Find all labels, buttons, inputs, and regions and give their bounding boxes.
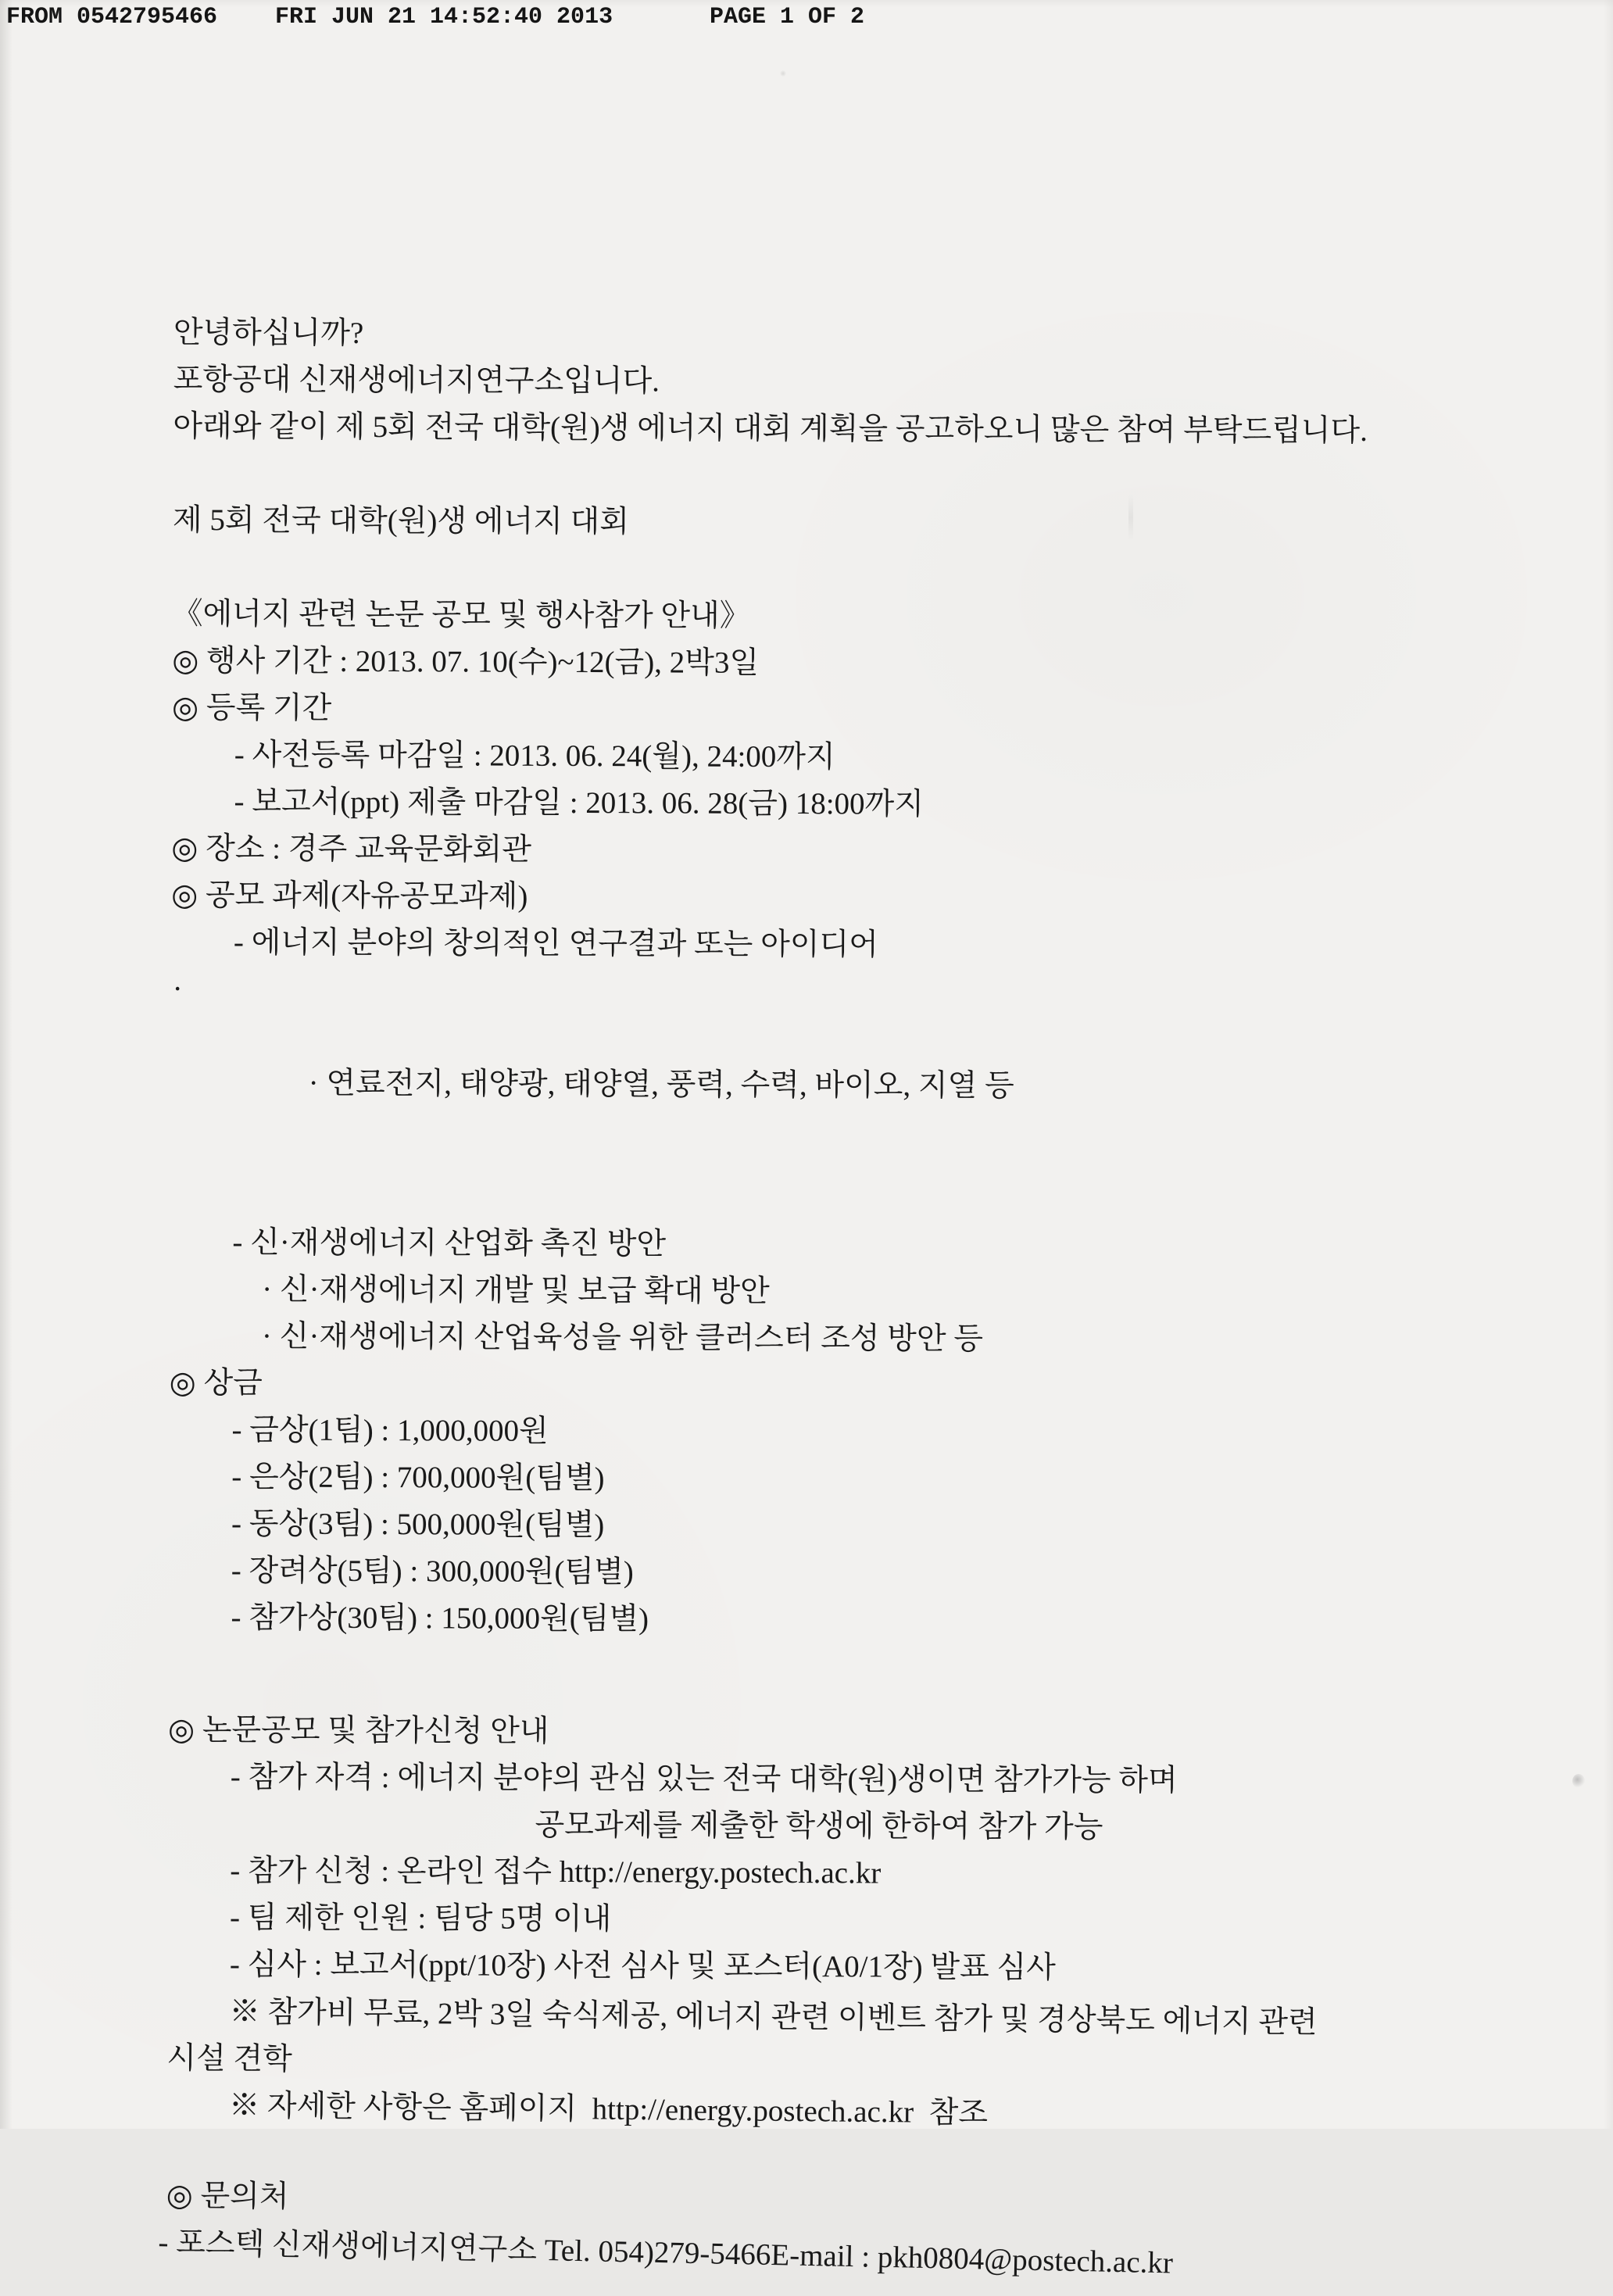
spacer [173,544,1611,596]
cluster-plan-line: · 신·재생에너지 산업육성을 위한 클러스터 조성 방안 등 [261,1319,984,1356]
contact-heading-line: ◎ 문의처 [166,2178,289,2214]
fax-page-count: PAGE 1 OF 2 [710,4,865,30]
contact-info-line: - 포스텍 신재생에너지연구소 Tel. 054)279-5466E-mail : pkh0804@postech.ac.kr [158,2225,1174,2280]
fax-header [0,4,1613,38]
scan-speck [1572,1774,1585,1788]
event-period-line: ◎ 행사 기간 : 2013. 07. 10(수)~12(금), 2박3일 [172,643,760,680]
registration-period-heading-line: ◎ 등록 기간 [171,690,332,725]
venue-line: ◎ 장소 : 경주 교육문화회관 [171,831,532,867]
eligibility-continued-line: 공모과제를 제출한 학생에 한하여 참가 가능 [535,1808,1103,1844]
notice-heading-line: 《에너지 관련 논문 공모 및 행사참가 안내》 [172,596,750,633]
spacer [168,1641,1606,1712]
participation-prize-line: - 참가상(30팀) : 150,000원(팀별) [231,1600,649,1636]
sender-line: 포항공대 신재생에너지연구소입니다. [173,362,660,399]
silver-prize-line: - 은상(2팀) : 700,000원(팀별) [231,1460,605,1496]
development-plan-line: · 신·재생에너지 개발 및 보급 확대 방안 [262,1272,770,1308]
stray-dot: · [172,972,183,1007]
preregistration-deadline-line: - 사전등록 마감일 : 2013. 06. 24(월), 24:00까지 [234,738,835,774]
topic-idea-line: - 에너지 분야의 창의적인 연구결과 또는 아이디어 [233,925,878,962]
spacer [170,1153,1608,1225]
fax-datetime: FRI JUN 21 14:52:40 2013 [275,4,613,30]
gold-prize-line: - 금상(1팀) : 1,000,000원 [231,1413,549,1448]
contest-topic-heading-line: ◎ 공모 과제(자유공모과제) [171,878,528,914]
facility-tour-line: 시설 견학 [166,2040,293,2076]
greeting-line: 안녕하십니까? [173,315,364,350]
prize-heading-line: ◎ 상금 [169,1365,263,1400]
report-deadline-line: - 보고서(ppt) 제출 마감일 : 2013. 06. 28(금) 18:00까지 [234,785,925,821]
team-limit-line: - 팀 제한 인원 : 팀당 5명 이내 [230,1901,612,1937]
event-title-line: 제 5회 전국 대학(원)생 에너지 대회 [172,502,630,539]
judging-line: - 심사 : 보고서(ppt/10장) 사전 심사 및 포스터(A0/1장) 발표 심사 [229,1947,1056,1985]
industrialization-line: - 신·재생에너지 산업화 촉진 방안 [232,1225,667,1261]
application-heading-line: ◎ 논문공모 및 참가신청 안내 [167,1712,549,1748]
encouragement-prize-line: - 장려상(5팀) : 300,000원(팀별) [231,1554,634,1590]
fax-from-number: FROM 0542795466 [6,4,218,30]
eligibility-line: - 참가 자격 : 에너지 분야의 관심 있는 전국 대학(원)생이면 참가가능 하며 [230,1760,1178,1797]
spacer [173,450,1611,502]
fee-note-line: ※ 참가비 무료, 2박 3일 숙식제공, 에너지 관련 이벤트 참가 및 경상북도 에너지 관련 [229,1994,1318,2040]
document-body [158,309,1611,2280]
intro-line: 아래와 같이 제 5회 전국 대학(원)생 에너지 대회 계획을 공고하오니 많은 참여 부탁드립니다. [173,409,1368,448]
scan-crease [1128,494,1133,541]
bronze-prize-line: - 동상(3팀) : 500,000원(팀별) [231,1507,605,1543]
scan-speck [780,70,786,77]
topic-examples-line [170,966,1609,1159]
homepage-note-line: ※ 자세한 사항은 홈페이지 http://energy.postech.ac.kr 참조 [228,2088,989,2130]
application-url-line: - 참가 신청 : 온라인 접수 http://energy.postech.ac.kr [230,1854,882,1890]
topic-examples-text: · 연료전지, 태양광, 태양열, 풍력, 수력, 바이오, 지열 등 [308,1066,1014,1103]
